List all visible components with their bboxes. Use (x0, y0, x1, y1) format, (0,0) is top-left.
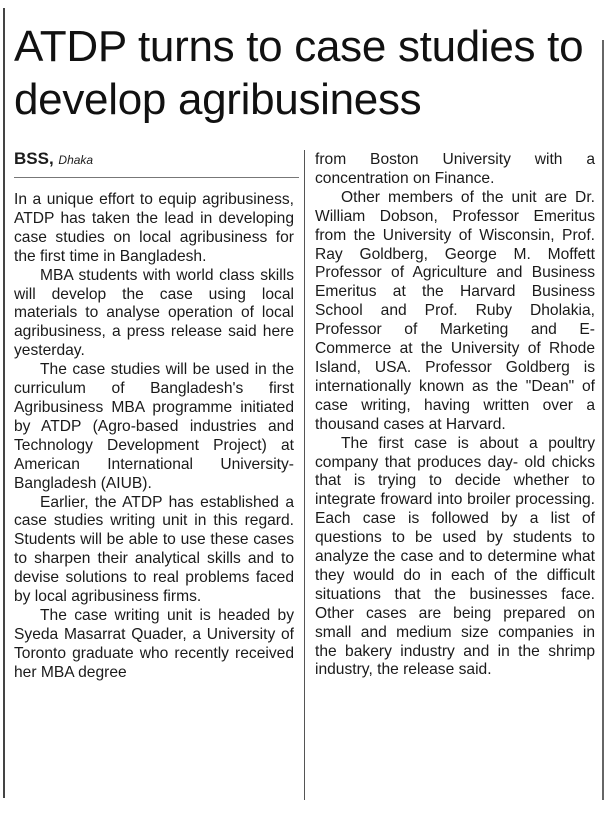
article-paragraph: Earlier, the ATDP has established a case studies writing unit in this regard. Students will be able to use these cases to sharpen their analytical skills and to devise solutions to real problems faced by local agribusiness firms. (14, 493, 294, 606)
byline (14, 147, 299, 178)
article-paragraph: Other members of the unit are Dr. William Dobson, Professor Emeritus from the University of Wisconsin, Prof. Ray Goldberg, George M. Moffett Professor of Agriculture and Business Emeritus at the Harvard Business School and Prof. Ruby Dholakia, Professor of Marketing and E-Commerce at the University of Rhode Island, USA. Professor Goldberg is internationally known as the "Dean" of case writing, having written over a thousand cases at Harvard. (315, 188, 595, 433)
right-border-rule (602, 40, 604, 800)
byline-agency: BSS, (14, 149, 54, 168)
article-paragraph: The first case is about a poultry company that produces day- old chicks that is trying to decide whether to integrate froward into broiler processing. Each case is followed by a list of questions to be used by students to analyze the case and to determine what they would do in each of the difficult situations that the businesses face. Other cases are being prepared on small and medium size companies in the bakery industry and in the shrimp industry, the release said. (315, 434, 595, 679)
article-paragraph: MBA students with world class skills will develop the case using local materials to analyse operation of local agribusiness, a press release said here yesterday. (14, 266, 294, 360)
byline-place: Dhaka (58, 153, 94, 167)
article-paragraph: The case studies will be used in the curriculum of Bangladesh's first Agribusiness MBA programme initiated by ATDP (Agro-based industries and Technology Development Project) at American International University-Bangladesh (AIUB). (14, 361, 294, 492)
article-column-left (14, 191, 294, 683)
column-divider (304, 150, 305, 800)
left-border-rule (3, 8, 5, 798)
article-column-right (315, 151, 595, 680)
article-paragraph: In a unique effort to equip agribusiness, ATDP has taken the lead in developing case studies on local agribusiness for the first time in Bangladesh. (14, 191, 294, 265)
article-paragraph: The case writing unit is headed by Syeda Masarrat Quader, a University of Toronto graduate who recently received her MBA degree (14, 606, 294, 681)
article-paragraph-continued: from Boston University with a concentration on Finance. (315, 151, 595, 187)
article-headline: ATDP turns to case studies to develop agribusiness (14, 22, 584, 124)
